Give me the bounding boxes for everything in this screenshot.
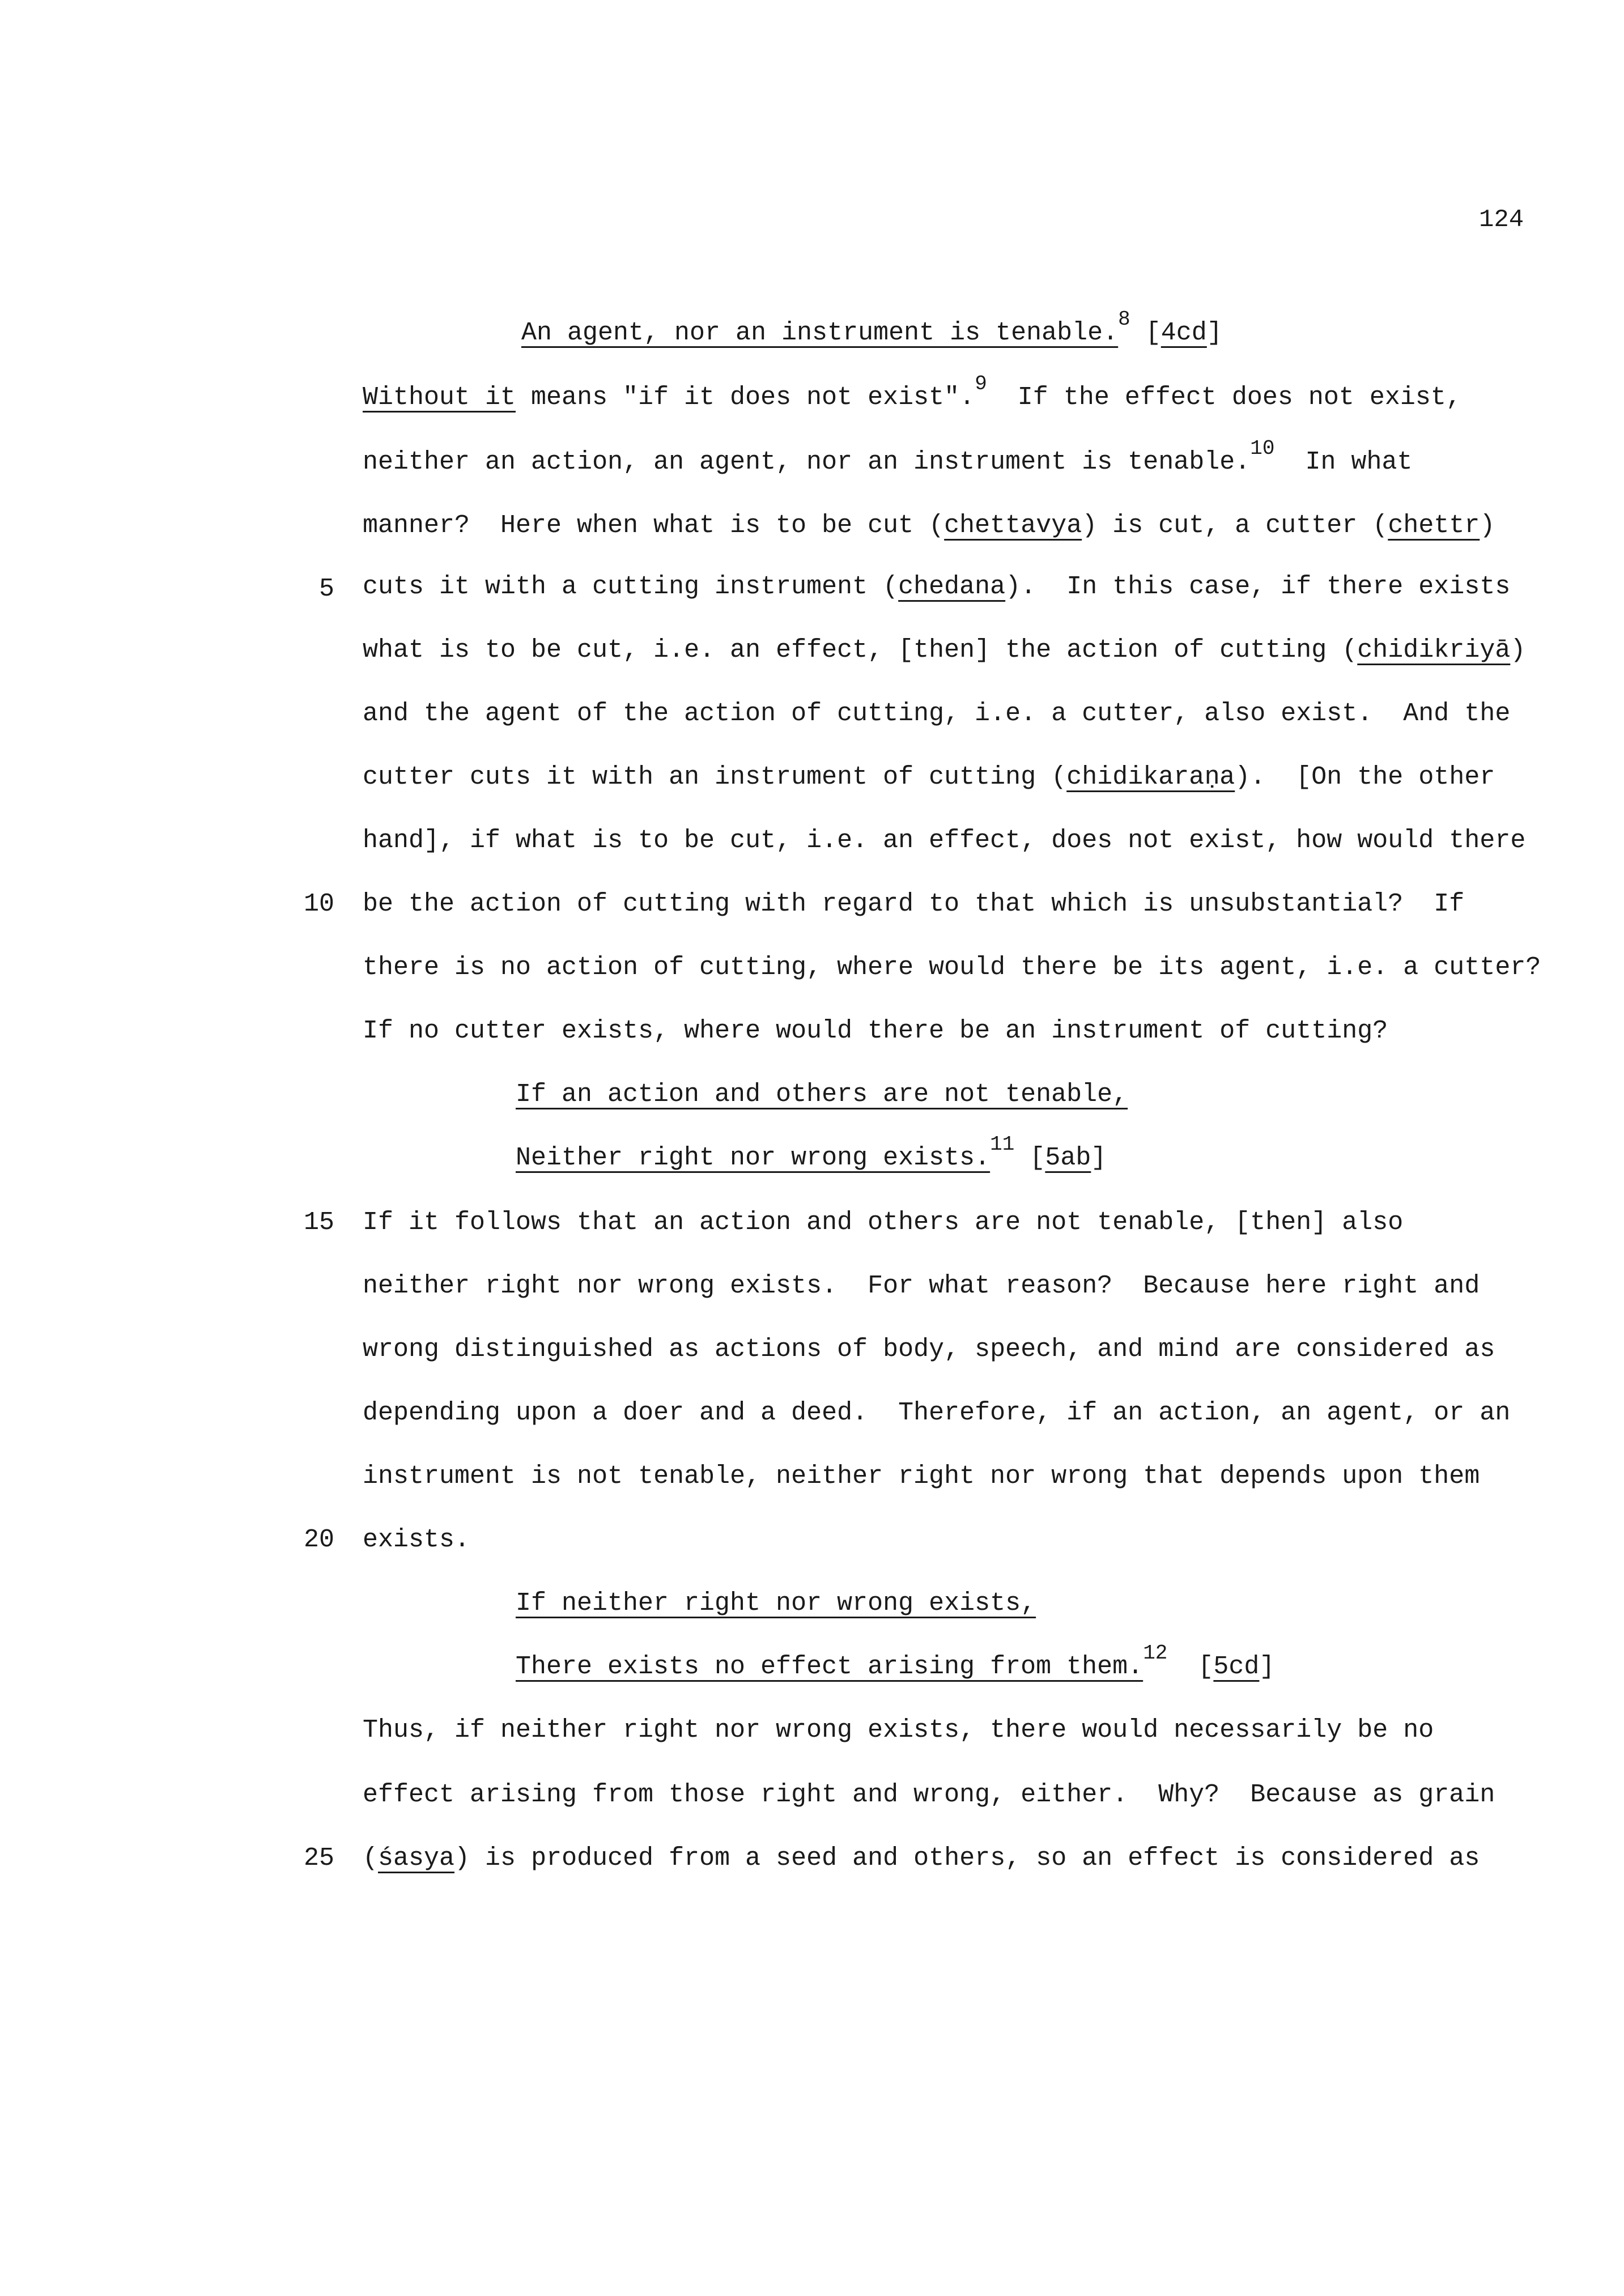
text-line-5: what is to be cut, i.e. an effect, [then] the action of cutting (chidikriyā): [363, 636, 1526, 665]
text-line-14: wrong distinguished as actions of body, speech, and mind are considered as: [363, 1335, 1495, 1364]
line-number-15: 15: [303, 1208, 334, 1237]
term-without-it: Without it: [363, 383, 516, 412]
verse-5cd-line-1: If neither right nor wrong exists,: [516, 1589, 1036, 1618]
verse-4cd-text: An agent, nor an instrument is tenable.: [521, 318, 1119, 347]
text-line-18: Thus, if neither right nor wrong exists, there would necessarily be no: [363, 1716, 1434, 1745]
text-line-10: there is no action of cutting, where would there be its agent, i.e. a cutter?: [363, 953, 1541, 982]
text-line-1: Without it means "if it does not exist".$^9$ If the effect does not exist,: [363, 372, 1461, 412]
text-line-12: If it follows that an action and others are not tenable, [then] also: [363, 1208, 1404, 1237]
term-chedana: chedana: [898, 572, 1006, 601]
text-line-8: hand], if what is to be cut, i.e. an effect, does not exist, how would there: [363, 826, 1526, 855]
footnote-ref-8: 8: [1118, 308, 1130, 331]
text-line-6: and the agent of the action of cutting, i.e. a cutter, also exist. And the: [363, 699, 1511, 728]
term-sasya: śasya: [378, 1844, 455, 1873]
term-chettr: chettr: [1388, 511, 1480, 540]
verse-5cd-ref: 5cd: [1213, 1652, 1260, 1681]
text-line-2: neither an action, an agent, nor an instrument is tenable.$^{10}$ In what: [363, 437, 1413, 477]
footnote-ref-9: 9: [975, 372, 987, 396]
line-number-10: 10: [303, 890, 334, 919]
footnote-ref-11: 11: [990, 1133, 1015, 1156]
text-line-11: If no cutter exists, where would there be an instrument of cutting?: [363, 1017, 1388, 1045]
text-line-19: effect arising from those right and wrong, either. Why? Because as grain: [363, 1780, 1495, 1809]
verse-5ab-ref: 5ab: [1045, 1143, 1091, 1172]
text-line-13: neither right nor wrong exists. For what reason? Because here right and: [363, 1272, 1480, 1300]
term-chidikriya: chidikriyā: [1357, 636, 1511, 665]
line-number-25: 25: [303, 1844, 334, 1873]
footnote-ref-10: 10: [1250, 437, 1275, 460]
line-number-5: 5: [318, 575, 334, 603]
page-number: 124: [1479, 206, 1524, 234]
text-line-17: exists.: [363, 1525, 470, 1554]
text-line-7: cutter cuts it with an instrument of cutting (chidikaraṇa). [On the other: [363, 763, 1495, 792]
text-line-9: be the action of cutting with regard to that which is unsubstantial? If: [363, 890, 1465, 919]
line-number-20: 20: [303, 1525, 334, 1554]
text-line-3: manner? Here when what is to be cut (chettavya) is cut, a cutter (chettr): [363, 511, 1495, 540]
verse-5ab-line-2: Neither right nor wrong exists.$^{11}$ [5ab]: [516, 1133, 1107, 1172]
text-line-4: cuts it with a cutting instrument (chedana). In this case, if there exists: [363, 572, 1511, 601]
term-chidikarana: chidikaraṇa: [1066, 763, 1235, 792]
verse-5ab-line-1: If an action and others are not tenable,: [516, 1080, 1128, 1109]
verse-4cd-ref: 4cd: [1160, 318, 1207, 347]
text-line-15: depending upon a doer and a deed. Therefore, if an action, an agent, or an: [363, 1398, 1511, 1427]
term-chettavya: chettavya: [944, 511, 1082, 540]
footnote-ref-12: 12: [1143, 1642, 1168, 1665]
text-line-20: (śasya) is produced from a seed and others, so an effect is considered as: [363, 1844, 1480, 1873]
text-line-16: instrument is not tenable, neither right nor wrong that depends upon them: [363, 1462, 1480, 1491]
verse-5cd-line-2: There exists no effect arising from them.$^{12}$ [5cd]: [516, 1642, 1275, 1681]
verse-4cd: An agent, nor an instrument is tenable.$^8$ [4cd]: [521, 308, 1222, 347]
